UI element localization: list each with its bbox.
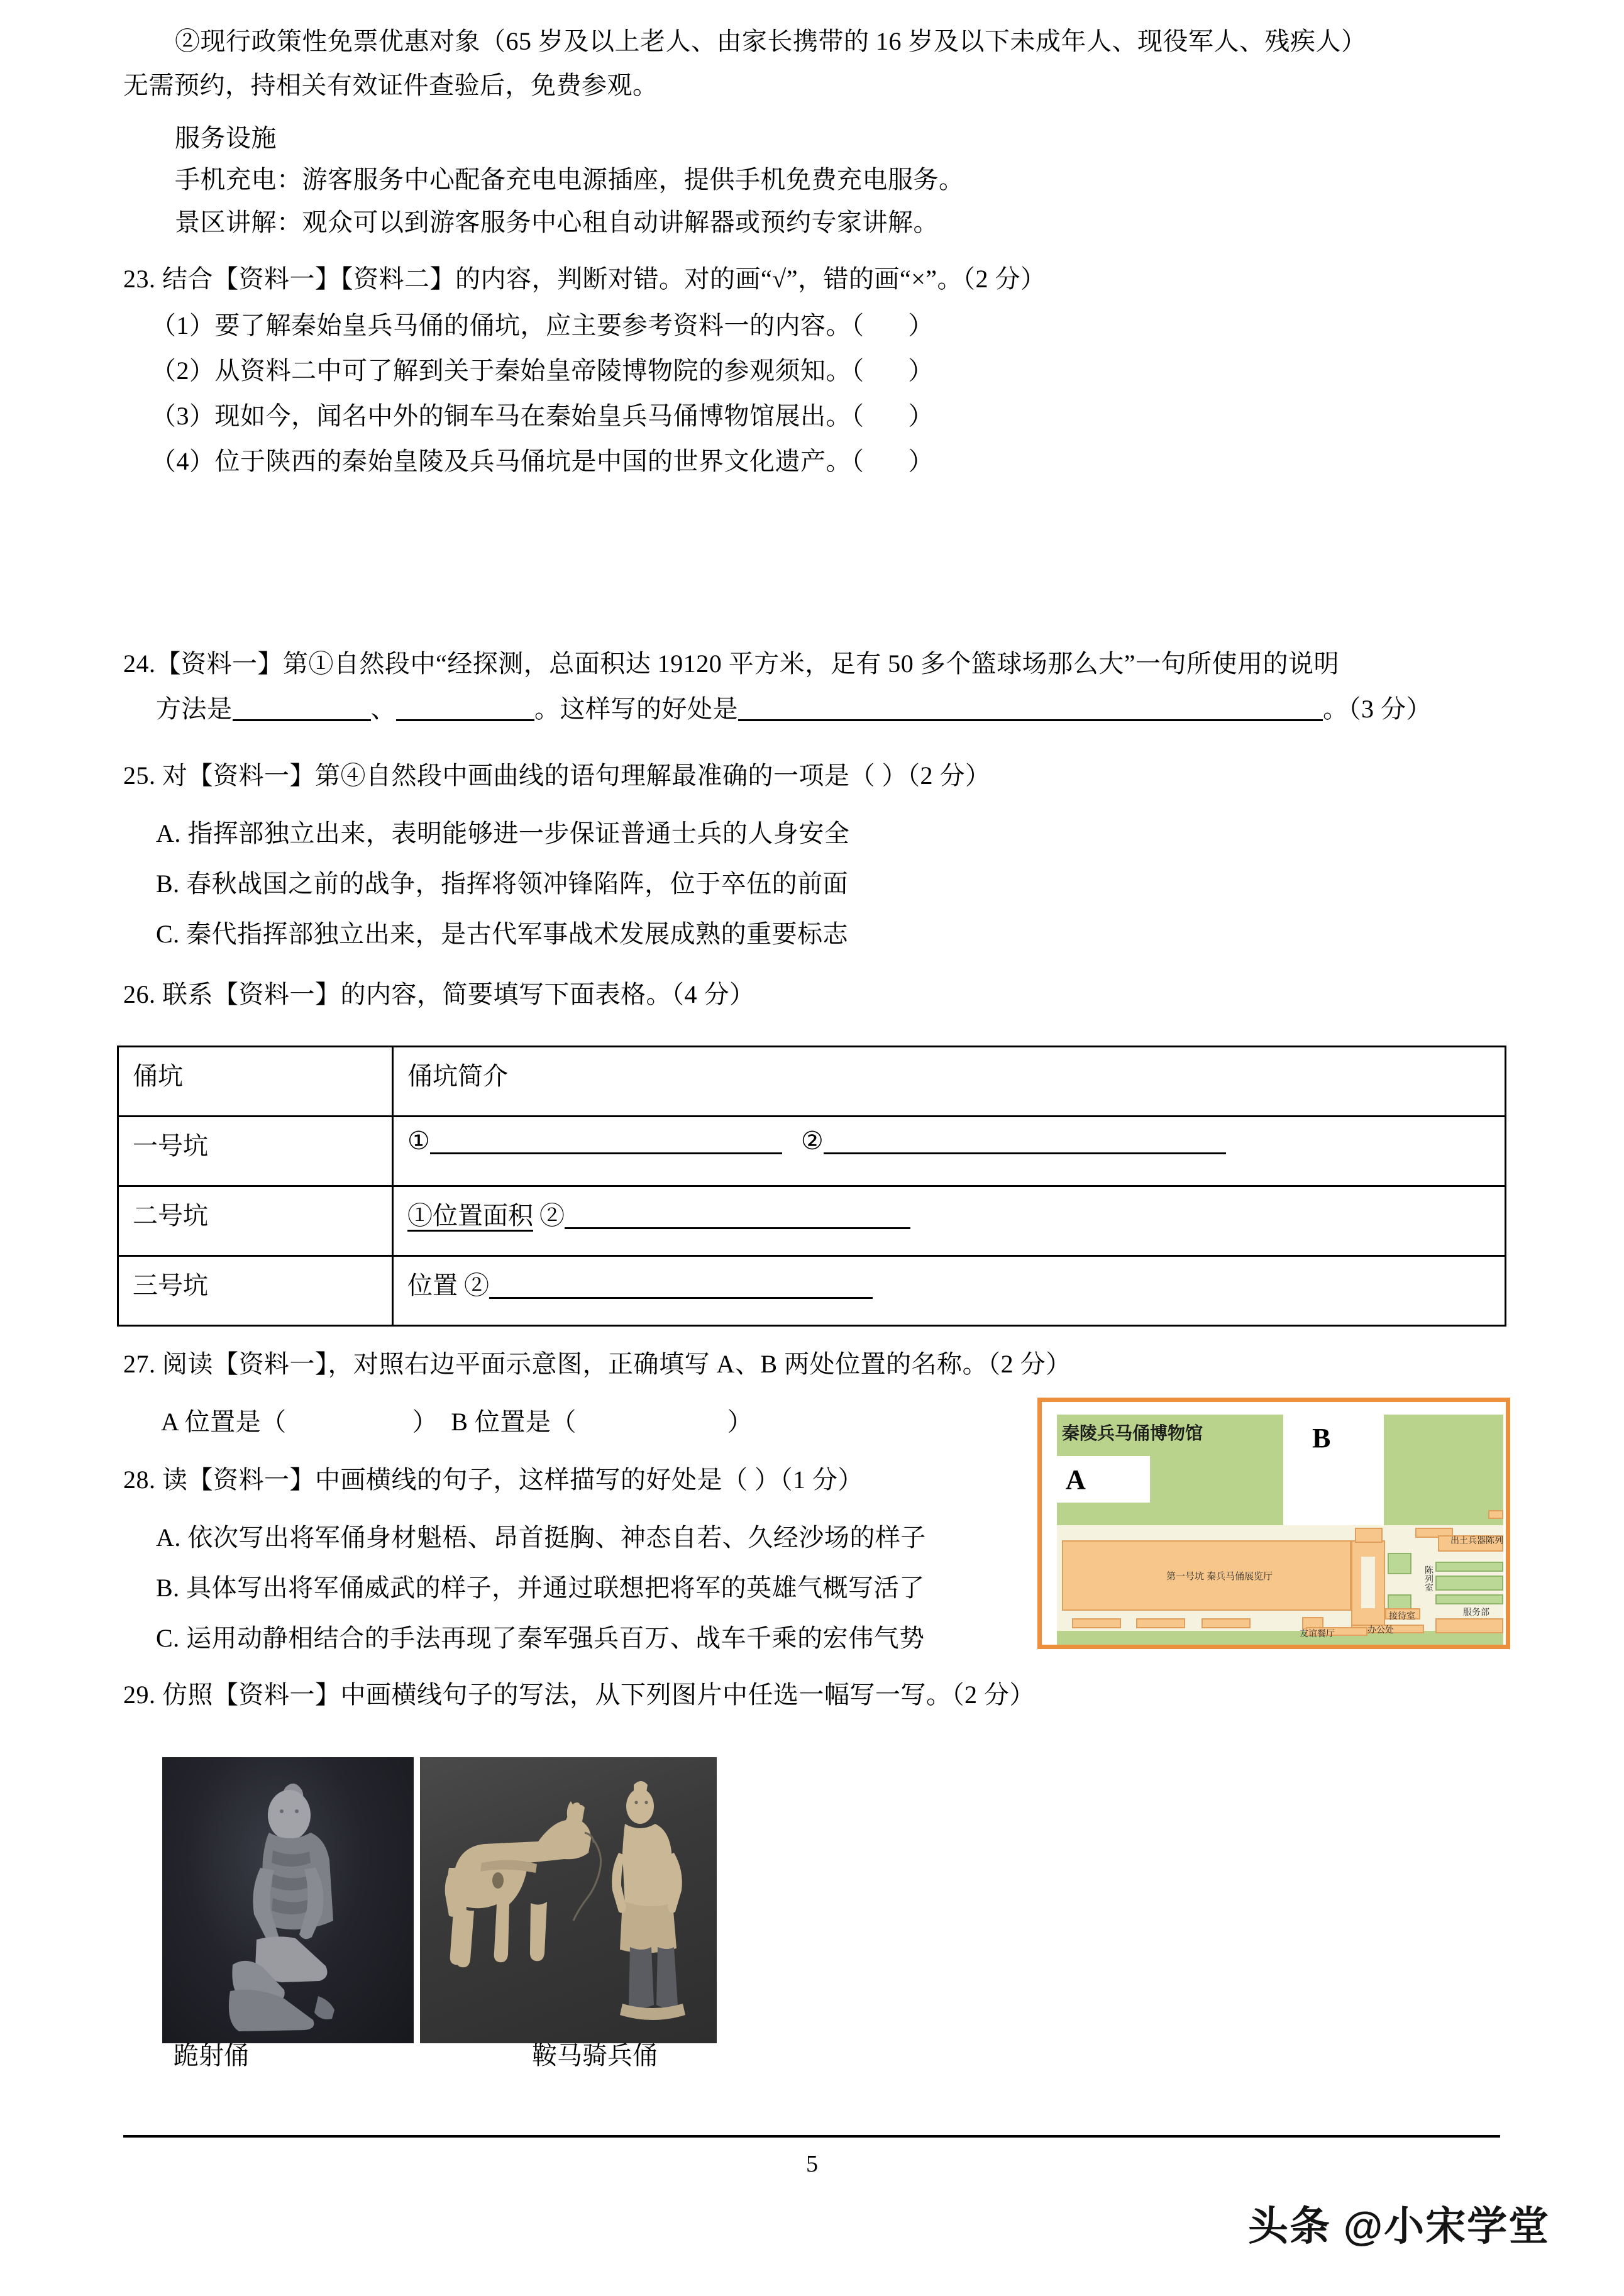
answer-blank-26-1a[interactable] (430, 1152, 782, 1154)
question-23-item-4-text: （4）位于陕西的秦始皇陵及兵马俑坑是中国的世界文化遗产。（ (151, 447, 864, 475)
watermark: 头条 @小宋学堂 (1248, 2204, 1550, 2249)
map-area-b-box (1283, 1415, 1384, 1529)
question-25-option-b[interactable]: B. 春秋战国之前的战争，指挥将领冲锋陷阵，位于卒伍的前面 (156, 869, 849, 898)
map-green-block-right (1383, 1415, 1503, 1528)
question-23-item-3 (151, 401, 934, 431)
table-row (118, 1256, 1506, 1326)
question-23-item-4 (151, 446, 934, 476)
map-label-office: 办公处 (1367, 1625, 1394, 1635)
answer-blank-26-3b[interactable] (489, 1297, 873, 1299)
question-27-stem: 27. 阅读【资料一】，对照右边平面示意图，正确填写 A、B 两处位置的名称。（2 分） (123, 1350, 1071, 1378)
pit-summary-table (117, 1046, 1506, 1327)
question-24-stem-line-2 (156, 694, 1432, 724)
map-service-block (1435, 1618, 1503, 1633)
question-27-close-b: ） (727, 1408, 753, 1436)
question-28-option-a[interactable]: A. 依次写出将军俑身材魁梧、昂首挺胸、神态自若、久经沙场的样子 (156, 1523, 926, 1552)
answer-blank-26-2b[interactable] (565, 1227, 910, 1229)
table-row (118, 1186, 1506, 1256)
question-24-stem-line-1: 24.【资料一】第①自然段中“经探测，总面积达 19120 平方米，足有 50 多个篮球场那么大”一句所使用的说明 (123, 649, 1340, 678)
question-25-option-c[interactable]: C. 秦代指挥部独立出来，是古代军事战术发展成熟的重要标志 (156, 920, 849, 948)
map-courtyard-upper (1388, 1553, 1411, 1574)
photo-cavalry-horse-and-soldier (420, 1757, 717, 2043)
map-exhibit-green-1 (1435, 1562, 1503, 1572)
marker-2-pit3: ② (464, 1271, 489, 1300)
question-26-stem: 26. 联系【资料一】的内容，简要填写下面表格。（4 分） (123, 980, 755, 1008)
question-23-item-4-close: ） (908, 447, 934, 475)
question-28-option-c[interactable]: C. 运用动静相结合的手法再现了秦军强兵百万、战车千乘的宏伟气势 (156, 1624, 925, 1652)
passage-facilities-heading: 服务设施 (175, 124, 277, 152)
marker-2-pit1: ② (800, 1127, 824, 1155)
map-small-block-3 (1201, 1618, 1251, 1628)
question-24-separator: 、 (370, 695, 396, 723)
passage-free-ticket-line-2: 无需预约，持相关有效证件查验后，免费参观。 (123, 71, 658, 99)
question-23-stem: 23. 结合【资料一】【资料二】的内容，判断对错。对的画“√”，错的画“×”。（2 分） (123, 265, 1046, 293)
map-small-block-2 (1136, 1618, 1185, 1628)
photo-kneeling-archer (162, 1757, 414, 2043)
marker-1-pit3: 位置 (407, 1271, 458, 1300)
map-letter-a: A (1066, 1464, 1086, 1495)
table-header-intro: 俑坑简介 (393, 1047, 1506, 1117)
footer-divider (123, 2135, 1500, 2138)
map-label-exhibition-room: 陈列室 (1424, 1565, 1434, 1592)
map-label-weapon-exhibit: 出土兵器陈列 (1450, 1535, 1503, 1545)
page-number: 5 (806, 2151, 818, 2177)
question-24-mid: 。这样写的好处是 (534, 695, 738, 723)
museum-floor-plan-canvas (1056, 1411, 1503, 1645)
map-green-block-left-step (1244, 1415, 1283, 1534)
question-23-item-1 (151, 311, 934, 340)
answer-blank-26-1b[interactable] (824, 1152, 1226, 1154)
map-label-reception: 接待室 (1389, 1611, 1415, 1621)
marker-1-pit1: ① (407, 1127, 430, 1155)
question-27-close-a: ） (412, 1408, 438, 1436)
question-23-item-2-close: ） (908, 356, 934, 385)
question-24-suffix: 。（3 分） (1323, 695, 1432, 723)
map-label-restaurant: 友谊餐厅 (1300, 1628, 1335, 1638)
question-23-item-1-text: （1）要了解秦始皇兵马俑的俑坑，应主要参考资料一的内容。（ (151, 311, 864, 339)
question-23-item-3-text: （3）现如今，闻名中外的铜车马在秦始皇兵马俑博物馆展出。（ (151, 402, 864, 430)
table-cell-pit-1: 一号坑 (118, 1117, 393, 1186)
map-exhibit-green-2 (1435, 1576, 1503, 1591)
marker-2-pit2: ② (539, 1201, 565, 1230)
map-corridor-inner (1361, 1557, 1375, 1608)
passage-free-ticket-line-1: ②现行政策性免票优惠对象（65 岁及以上老人、由家长携带的 16 岁及以下未成年人、现役军人、残疾人） (175, 27, 1367, 55)
map-letter-b: B (1312, 1423, 1331, 1454)
question-23-item-2-text: （2）从资料二中可了解到关于秦始皇帝陵博物院的参观须知。（ (151, 356, 864, 385)
table-cell-pit-2: 二号坑 (118, 1186, 393, 1256)
map-hall-label: 第一号坑 秦兵马俑展览厅 (1166, 1571, 1273, 1582)
table-row (118, 1117, 1506, 1186)
question-29-stem: 29. 仿照【资料一】中画横线句子的写法，从下列图片中任选一幅写一写。（2 分） (123, 1681, 1035, 1709)
question-27-answer-line (161, 1407, 753, 1437)
question-25-option-a[interactable]: A. 指挥部独立出来，表明能够进一步保证普通士兵的人身安全 (156, 819, 850, 847)
map-right-small-block (1488, 1510, 1503, 1519)
question-27-label-a: A 位置是（ (161, 1408, 287, 1436)
table-cell-pit-3: 三号坑 (118, 1256, 393, 1326)
table-cell-intro-3 (393, 1256, 1506, 1326)
answer-blank-24-1[interactable] (233, 719, 371, 721)
passage-facility-charging: 手机充电：游客服务中心配备充电电源插座，提供手机免费充电服务。 (175, 165, 964, 194)
passage-facility-guide: 景区讲解：观众可以到游客服务中心租自动讲解器或预约专家讲解。 (175, 208, 939, 236)
question-27-label-b: B 位置是（ (451, 1408, 577, 1436)
question-23-item-1-close: ） (908, 311, 934, 339)
marker-1-pit2: ①位置面积 (407, 1201, 533, 1232)
map-corridor-top (1355, 1528, 1383, 1543)
photo-caption-cavalry: 鞍马骑兵俑 (532, 2041, 658, 2070)
map-small-block-1 (1072, 1618, 1121, 1628)
question-25-stem: 25. 对【资料一】第④自然段中画曲线的语句理解最准确的一项是（ ）（2 分） (123, 761, 991, 790)
map-museum-title: 秦陵兵马俑博物馆 (1062, 1424, 1203, 1443)
map-exhibit-green-3 (1435, 1594, 1503, 1604)
table-cell-intro-2 (393, 1186, 1506, 1256)
table-cell-intro-1 (393, 1117, 1506, 1186)
map-label-service-dept: 服务部 (1463, 1607, 1489, 1617)
question-28-option-b[interactable]: B. 具体写出将军俑威武的样子，并通过联想把将军的英雄气概写活了 (156, 1574, 925, 1602)
museum-floor-plan-figure (1037, 1398, 1510, 1649)
question-23-item-3-close: ） (908, 402, 934, 430)
table-header-row (118, 1047, 1506, 1117)
question-23-item-2 (151, 356, 934, 385)
question-28-stem: 28. 读【资料一】中画横线的句子，这样描写的好处是（ ）（1 分） (123, 1465, 863, 1494)
photo-caption-kneeling-archer: 跪射俑 (174, 2041, 249, 2070)
table-header-pit: 俑坑 (118, 1047, 393, 1117)
answer-blank-24-3[interactable] (738, 719, 1323, 721)
answer-blank-24-2[interactable] (396, 719, 534, 721)
question-24-prefix: 方法是 (156, 695, 233, 723)
